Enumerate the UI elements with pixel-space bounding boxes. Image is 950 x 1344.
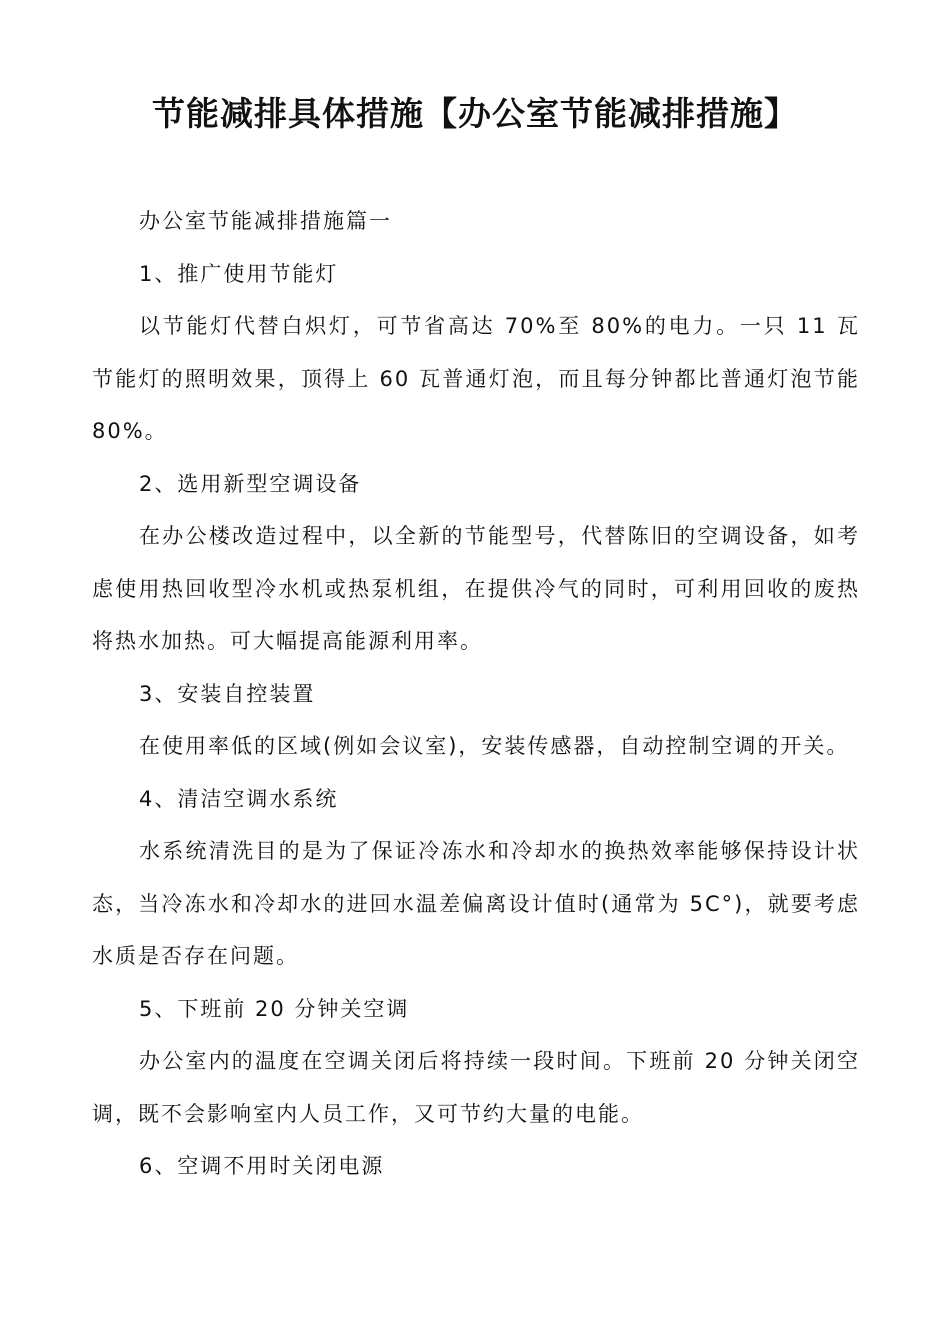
item-heading-6: 6、空调不用时关闭电源 xyxy=(139,1154,385,1178)
item-body-2: 在办公楼改造过程中，以全新的节能型号，代替陈旧的空调设备，如考虑使用热回收型冷水机或热泵机组，在提供冷气的同时，可利用回收的废热将热水加热。可大幅提高能源利用率。 xyxy=(92,524,860,653)
item-body-3: 在使用率低的区域(例如会议室)，安装传感器，自动控制空调的开关。 xyxy=(139,734,850,758)
item-heading-2: 2、选用新型空调设备 xyxy=(139,471,362,496)
document-body xyxy=(92,195,860,1193)
item-body-1: 以节能灯代替白炽灯，可节省高达 70%至 80%的电力。一只 11 瓦节能灯的照明效果，顶得上 60 瓦普通灯泡，而且每分钟都比普通灯泡节能 80%。 xyxy=(92,314,860,443)
item-body-4: 水系统清洗目的是为了保证冷冻水和冷却水的换热效率能够保持设计状态，当冷冻水和冷却水的进回水温差偏离设计值时(通常为 5C°)，就要考虑水质是否存在问题。 xyxy=(92,839,860,968)
section-heading: 办公室节能减排措施篇一 xyxy=(139,209,392,233)
item-heading-5: 5、下班前 20 分钟关空调 xyxy=(139,996,410,1021)
item-body-5: 办公室内的温度在空调关闭后将持续一段时间。下班前 20 分钟关闭空调，既不会影响室内人员工作，又可节约大量的电能。 xyxy=(92,1049,860,1126)
item-heading-3: 3、安装自控装置 xyxy=(139,681,316,706)
item-heading-4: 4、清洁空调水系统 xyxy=(139,786,339,811)
item-heading-1: 1、推广使用节能灯 xyxy=(139,261,339,286)
document-title: 节能减排具体措施【办公室节能减排措施】 xyxy=(152,94,798,133)
